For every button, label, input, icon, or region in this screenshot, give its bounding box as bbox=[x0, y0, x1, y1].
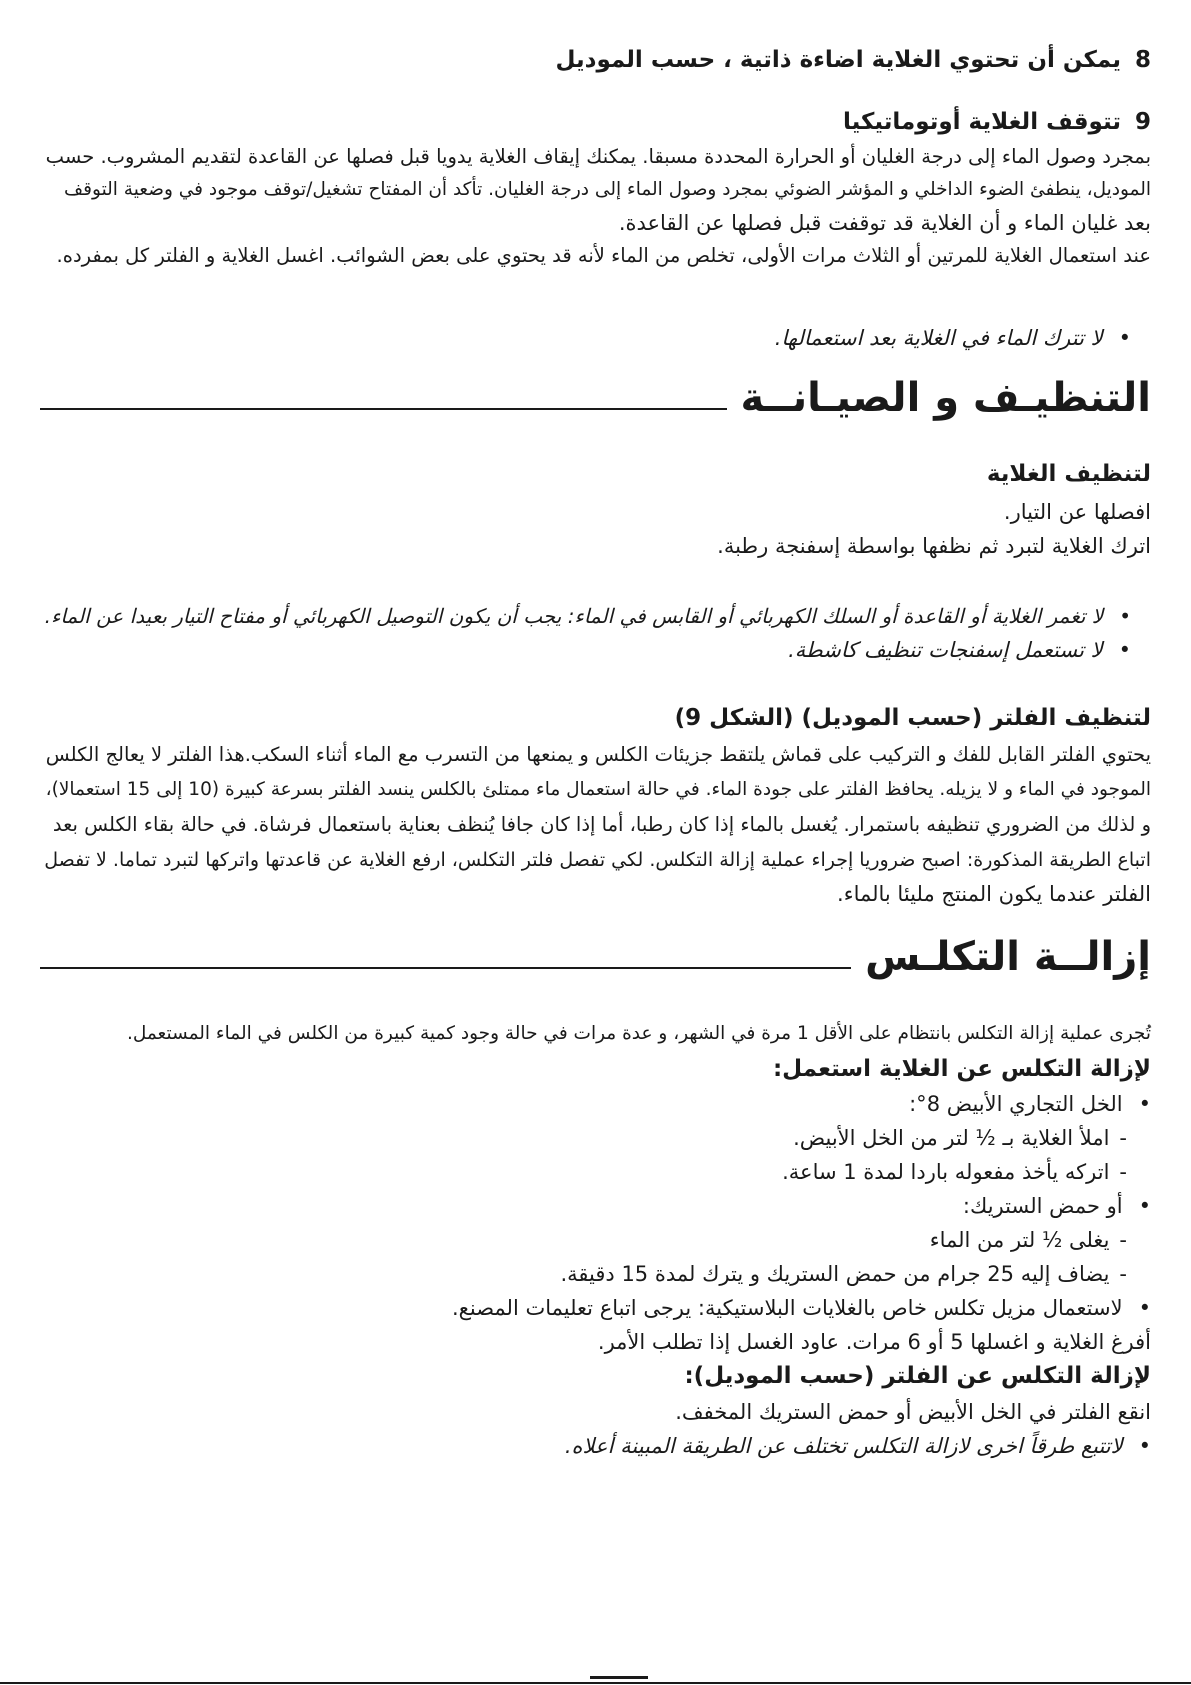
kettle-warning-2-text: لا تستعمل إسفنجات تنظيف كاشطة. bbox=[788, 638, 1103, 662]
descaling-warning-text: لاتتبع طرقاً اخرى لازالة التكلس تختلف عن الطريقة المبينة أعلاه. bbox=[564, 1434, 1123, 1458]
kettle-cleaning-line-2: اترك الغلاية لتبرد ثم نظفها بواسطة إسفنجة رطبة. bbox=[717, 534, 1151, 558]
descaling-intro: تُجرى عملية إزالة التكلس بانتظام على الأقل 1 مرة في الشهر، و عدة مرات في حالة وجود كمية كبيرة من الكلس في الماء المستعمل. bbox=[126, 1023, 1151, 1044]
item-8-number: 8 bbox=[1134, 47, 1151, 73]
descaling-warning bbox=[40, 1429, 1151, 1463]
item-9-line-4: عند استعمال الغلاية للمرتين أو الثلاث مرات الأولى، تخلص من الماء لأنه قد يحتوي على بعض الشوائب. اغسل الغلاية و الفلتر كل بمفرده. bbox=[56, 244, 1151, 267]
bullet-icon: • bbox=[1138, 1092, 1151, 1116]
citric-label: أو حمض الستريك: bbox=[962, 1194, 1123, 1218]
filter-cleaning-heading: لتنظيف الفلتر (حسب الموديل) (الشكل 9) bbox=[674, 705, 1151, 731]
item-9-number: 9 bbox=[1134, 109, 1151, 135]
bullet-icon: • bbox=[1138, 1296, 1151, 1320]
plastic-kettle-text: لاستعمال مزيل تكلس خاص بالغلايات البلاستيكية: يرجى اتباع تعليمات المصنع. bbox=[452, 1296, 1123, 1320]
kettle-cleaning-heading: لتنظيف الغلاية bbox=[986, 461, 1151, 487]
page-bottom-rule bbox=[0, 1682, 1191, 1684]
dash-icon: - bbox=[1119, 1262, 1127, 1286]
cleaning-section-title: التنظيـف و الصيـانــة bbox=[740, 375, 1151, 421]
descaling-filter-text: انقع الفلتر في الخل الأبيض أو حمض الستريك المخفف. bbox=[675, 1400, 1151, 1424]
citric-step-1-text: يغلى ½ لتر من الماء bbox=[929, 1228, 1110, 1252]
citric-step-1 bbox=[40, 1223, 1127, 1257]
filter-cleaning-line-2: الموجود في الماء و لا يزيله. يحافظ الفلتر على جودة الماء. في حالة استعمال ماء ممتلئ بالكلس ينسد الفلتر بسرعة كبيرة (10 إلى 15 استعمالا)، bbox=[45, 779, 1151, 800]
filter-cleaning-line-3: و لذلك من الضروري تنظيفه باستمرار. يُغسل بالماء إذا كان رطبا، أما إذا كان جافا يُنظف بعناية باستعمال فرشاة. في حالة بقاء الكلس بعد bbox=[52, 813, 1151, 836]
vinegar-step-2-text: اتركه يأخذ مفعوله باردا لمدة 1 ساعة. bbox=[782, 1160, 1110, 1184]
kettle-warning-2 bbox=[40, 633, 1131, 667]
kettle-warning-1 bbox=[40, 599, 1131, 633]
vinegar-label: الخل التجاري الأبيض 8°: bbox=[909, 1092, 1123, 1116]
vinegar-step-1 bbox=[40, 1121, 1127, 1155]
bullet-icon: • bbox=[1119, 604, 1131, 628]
vinegar-step-1-text: املأ الغلاية بـ ½ لتر من الخل الأبيض. bbox=[793, 1126, 1110, 1150]
item-9-warning-text: لا تترك الماء في الغلاية بعد استعمالها. bbox=[774, 326, 1103, 350]
item-9-line-1: بمجرد وصول الماء إلى درجة الغليان أو الحرارة المحددة مسبقا. يمكنك إيقاف الغلاية يدويا قبل فصلها عن القاعدة لتقديم المشروب. حسب bbox=[45, 145, 1151, 168]
bullet-icon: • bbox=[1118, 326, 1131, 350]
item-9-line-2: الموديل، ينطفئ الضوء الداخلي و المؤشر الضوئي بمجرد وصول الماء إلى درجة الغليان. تأكد أن المفتاح تشغيل/توقف موجود في وضعية التوقف bbox=[64, 179, 1151, 200]
dash-icon: - bbox=[1119, 1228, 1127, 1252]
item-9-warning bbox=[40, 321, 1131, 355]
filter-cleaning-line-5: الفلتر عندما يكون المنتج مليئا بالماء. bbox=[837, 882, 1151, 906]
filter-cleaning-line-1: يحتوي الفلتر القابل للفك و التركيب على قماش يلتقط جزيئات الكلس و يمنعها من التسرب مع الماء أثناء السكب.هذا الفلتر لا يعالج الكلس bbox=[45, 743, 1151, 766]
plastic-kettle-item bbox=[40, 1291, 1151, 1325]
vinegar-step-2 bbox=[40, 1155, 1127, 1189]
bullet-icon: • bbox=[1138, 1434, 1151, 1458]
item-9-title-text: تتوقف الغلاية أوتوماتيكيا bbox=[842, 109, 1121, 135]
bullet-icon: • bbox=[1138, 1194, 1151, 1218]
kettle-cleaning-line-1: افصلها عن التيار. bbox=[1003, 500, 1151, 524]
page-bottom-mark bbox=[590, 1676, 648, 1679]
descaling-section-title: إزالــة التكلـس bbox=[865, 934, 1151, 980]
item-9-title bbox=[40, 105, 1151, 139]
section-rule bbox=[40, 408, 727, 410]
item-8-text: يمكن أن تحتوي الغلاية اضاءة ذاتية ، حسب الموديل bbox=[555, 47, 1121, 73]
vinegar-item bbox=[40, 1087, 1151, 1121]
descaling-section-header bbox=[40, 934, 1151, 980]
rinse-line: أفرغ الغلاية و اغسلها 5 أو 6 مرات. عاود الغسل إذا تطلب الأمر. bbox=[597, 1330, 1151, 1354]
item-8 bbox=[40, 43, 1151, 77]
dash-icon: - bbox=[1119, 1126, 1127, 1150]
dash-icon: - bbox=[1119, 1160, 1127, 1184]
cleaning-section-header bbox=[40, 375, 1151, 421]
item-9-line-3: بعد غليان الماء و أن الغلاية قد توقفت قبل فصلها عن القاعدة. bbox=[618, 211, 1151, 235]
citric-item bbox=[40, 1189, 1151, 1223]
bullet-icon: • bbox=[1118, 638, 1131, 662]
citric-step-2-text: يضاف إليه 25 جرام من حمض الستريك و يترك لمدة 15 دقيقة. bbox=[560, 1262, 1110, 1286]
citric-step-2 bbox=[40, 1257, 1127, 1291]
descaling-kettle-heading: لإزالة التكلس عن الغلاية استعمل: bbox=[772, 1056, 1151, 1082]
filter-cleaning-line-4: اتباع الطريقة المذكورة: اصبح ضروريا إجراء عملية إزالة التكلس. لكي تفصل فلتر التكلس، ارفع الغلاية عن قاعدتها واتركها لتبرد تماما. لا تفصل bbox=[44, 849, 1151, 871]
section-rule bbox=[40, 967, 851, 969]
manual-page bbox=[40, 0, 1151, 1685]
kettle-warning-1-text: لا تغمر الغلاية أو القاعدة أو السلك الكهربائي أو القابس في الماء: يجب أن يكون التوصيل الكهربائي أو مفتاح التيار بعيدا عن الماء. bbox=[44, 604, 1104, 628]
descaling-filter-heading: لإزالة التكلس عن الفلتر (حسب الموديل): bbox=[684, 1363, 1151, 1389]
